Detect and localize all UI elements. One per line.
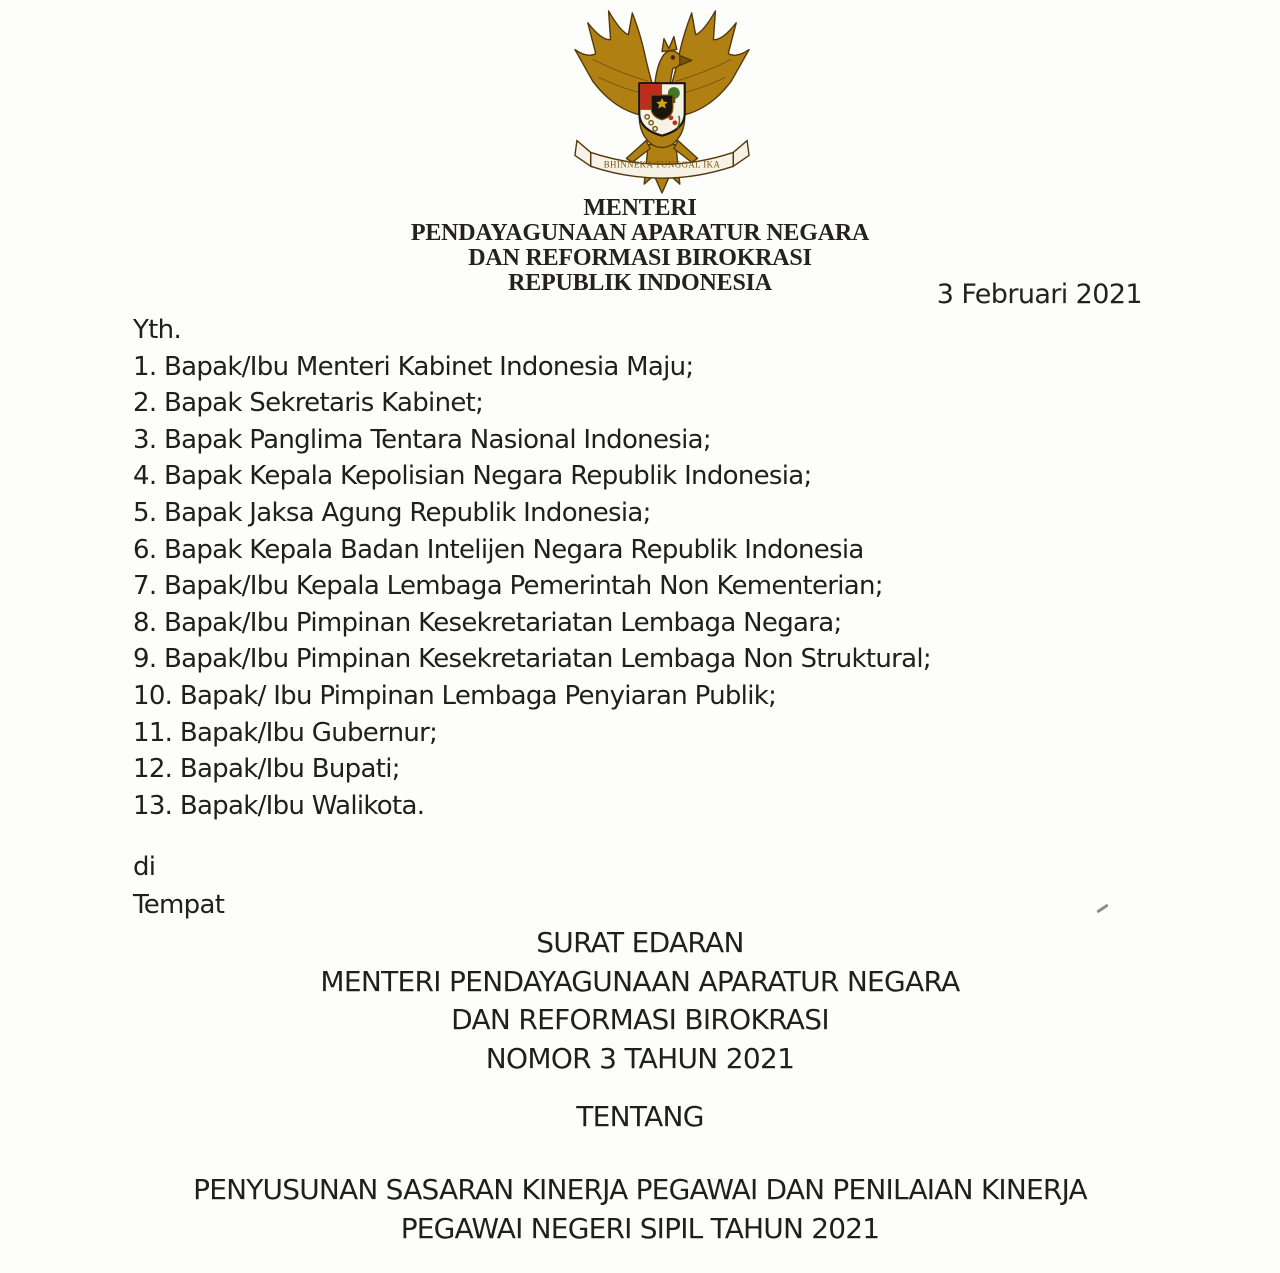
recipient-line: 10. Bapak/ Ibu Pimpinan Lembaga Penyiaran Publik; bbox=[133, 680, 777, 711]
banner-right-flap bbox=[733, 141, 749, 167]
letterhead-line-republic: REPUBLIK INDONESIA bbox=[508, 270, 772, 296]
subject-line-2: PEGAWAI NEGERI SIPIL TAHUN 2021 bbox=[400, 1211, 880, 1245]
subject-line-1: PENYUSUNAN SASARAN KINERJA PEGAWAI DAN PENILAIAN KINERJA bbox=[193, 1173, 1087, 1206]
recipient-line: 7. Bapak/Ibu Kepala Lembaga Pemerintah Non Kementerian; bbox=[133, 571, 883, 602]
letterhead-line-minister: MENTERI bbox=[583, 195, 697, 221]
title-line-number: NOMOR 3 TAHUN 2021 bbox=[485, 1041, 795, 1075]
head-crest bbox=[662, 37, 677, 52]
recipient-line: 2. Bapak Sekretaris Kabinet; bbox=[133, 388, 484, 419]
recipient-line: 3. Bapak Panglima Tentara Nasional Indonesia; bbox=[133, 424, 711, 455]
letterhead-line-ministry: PENDAYAGUNAAN APARATUR NEGARA bbox=[410, 220, 870, 246]
pancasila-shield bbox=[639, 83, 685, 135]
eye bbox=[671, 56, 674, 59]
recipient-line: 11. Bapak/Ibu Gubernur; bbox=[133, 717, 438, 748]
recipient-line: 4. Bapak Kepala Kepolisian Negara Republik Indonesia; bbox=[133, 461, 812, 492]
recipient-line: 8. Bapak/Ibu Pimpinan Kesekretariatan Lembaga Negara; bbox=[133, 607, 842, 638]
banner-motto-text: BHINNEKA TUNGGAL IKA bbox=[603, 159, 721, 170]
recipient-line: 9. Bapak/Ibu Pimpinan Kesekretariatan Lembaga Non Struktural; bbox=[133, 644, 931, 675]
recipient-list bbox=[133, 312, 1233, 824]
scan-speck bbox=[1096, 904, 1108, 914]
subject-title bbox=[0, 1171, 1280, 1248]
title-line-minister: MENTERI PENDAYAGUNAAN APARATUR NEGARA bbox=[320, 964, 960, 998]
title-line-ministry2: DAN REFORMASI BIROKRASI bbox=[451, 1003, 829, 1036]
location-line-tempat: Tempat bbox=[133, 889, 225, 920]
garuda-pancasila-emblem bbox=[562, 8, 762, 194]
recipient-line: 5. Bapak Jaksa Agung Republik Indonesia; bbox=[133, 497, 651, 528]
letterhead-line-ministry2: DAN REFORMASI BIROKRASI bbox=[468, 245, 812, 271]
salutation: Yth. bbox=[133, 315, 182, 345]
recipient-line: 13. Bapak/Ibu Walikota. bbox=[133, 790, 425, 821]
document-title-block bbox=[0, 924, 1280, 1078]
recipient-line: 6. Bapak Kepala Badan Intelijen Negara Republik Indonesia bbox=[133, 534, 864, 565]
about-label: TENTANG bbox=[576, 1100, 704, 1133]
location-line-di: di bbox=[133, 852, 156, 882]
recipient-location bbox=[133, 849, 224, 924]
title-line-surat-edaran: SURAT EDARAN bbox=[536, 926, 744, 959]
banner-left-flap bbox=[575, 141, 591, 167]
letter-date: 3 Februari 2021 bbox=[936, 279, 1142, 310]
recipient-line: 1. Bapak/Ibu Menteri Kabinet Indonesia Maju; bbox=[133, 351, 694, 382]
recipient-line: 12. Bapak/Ibu Bupati; bbox=[133, 754, 400, 785]
